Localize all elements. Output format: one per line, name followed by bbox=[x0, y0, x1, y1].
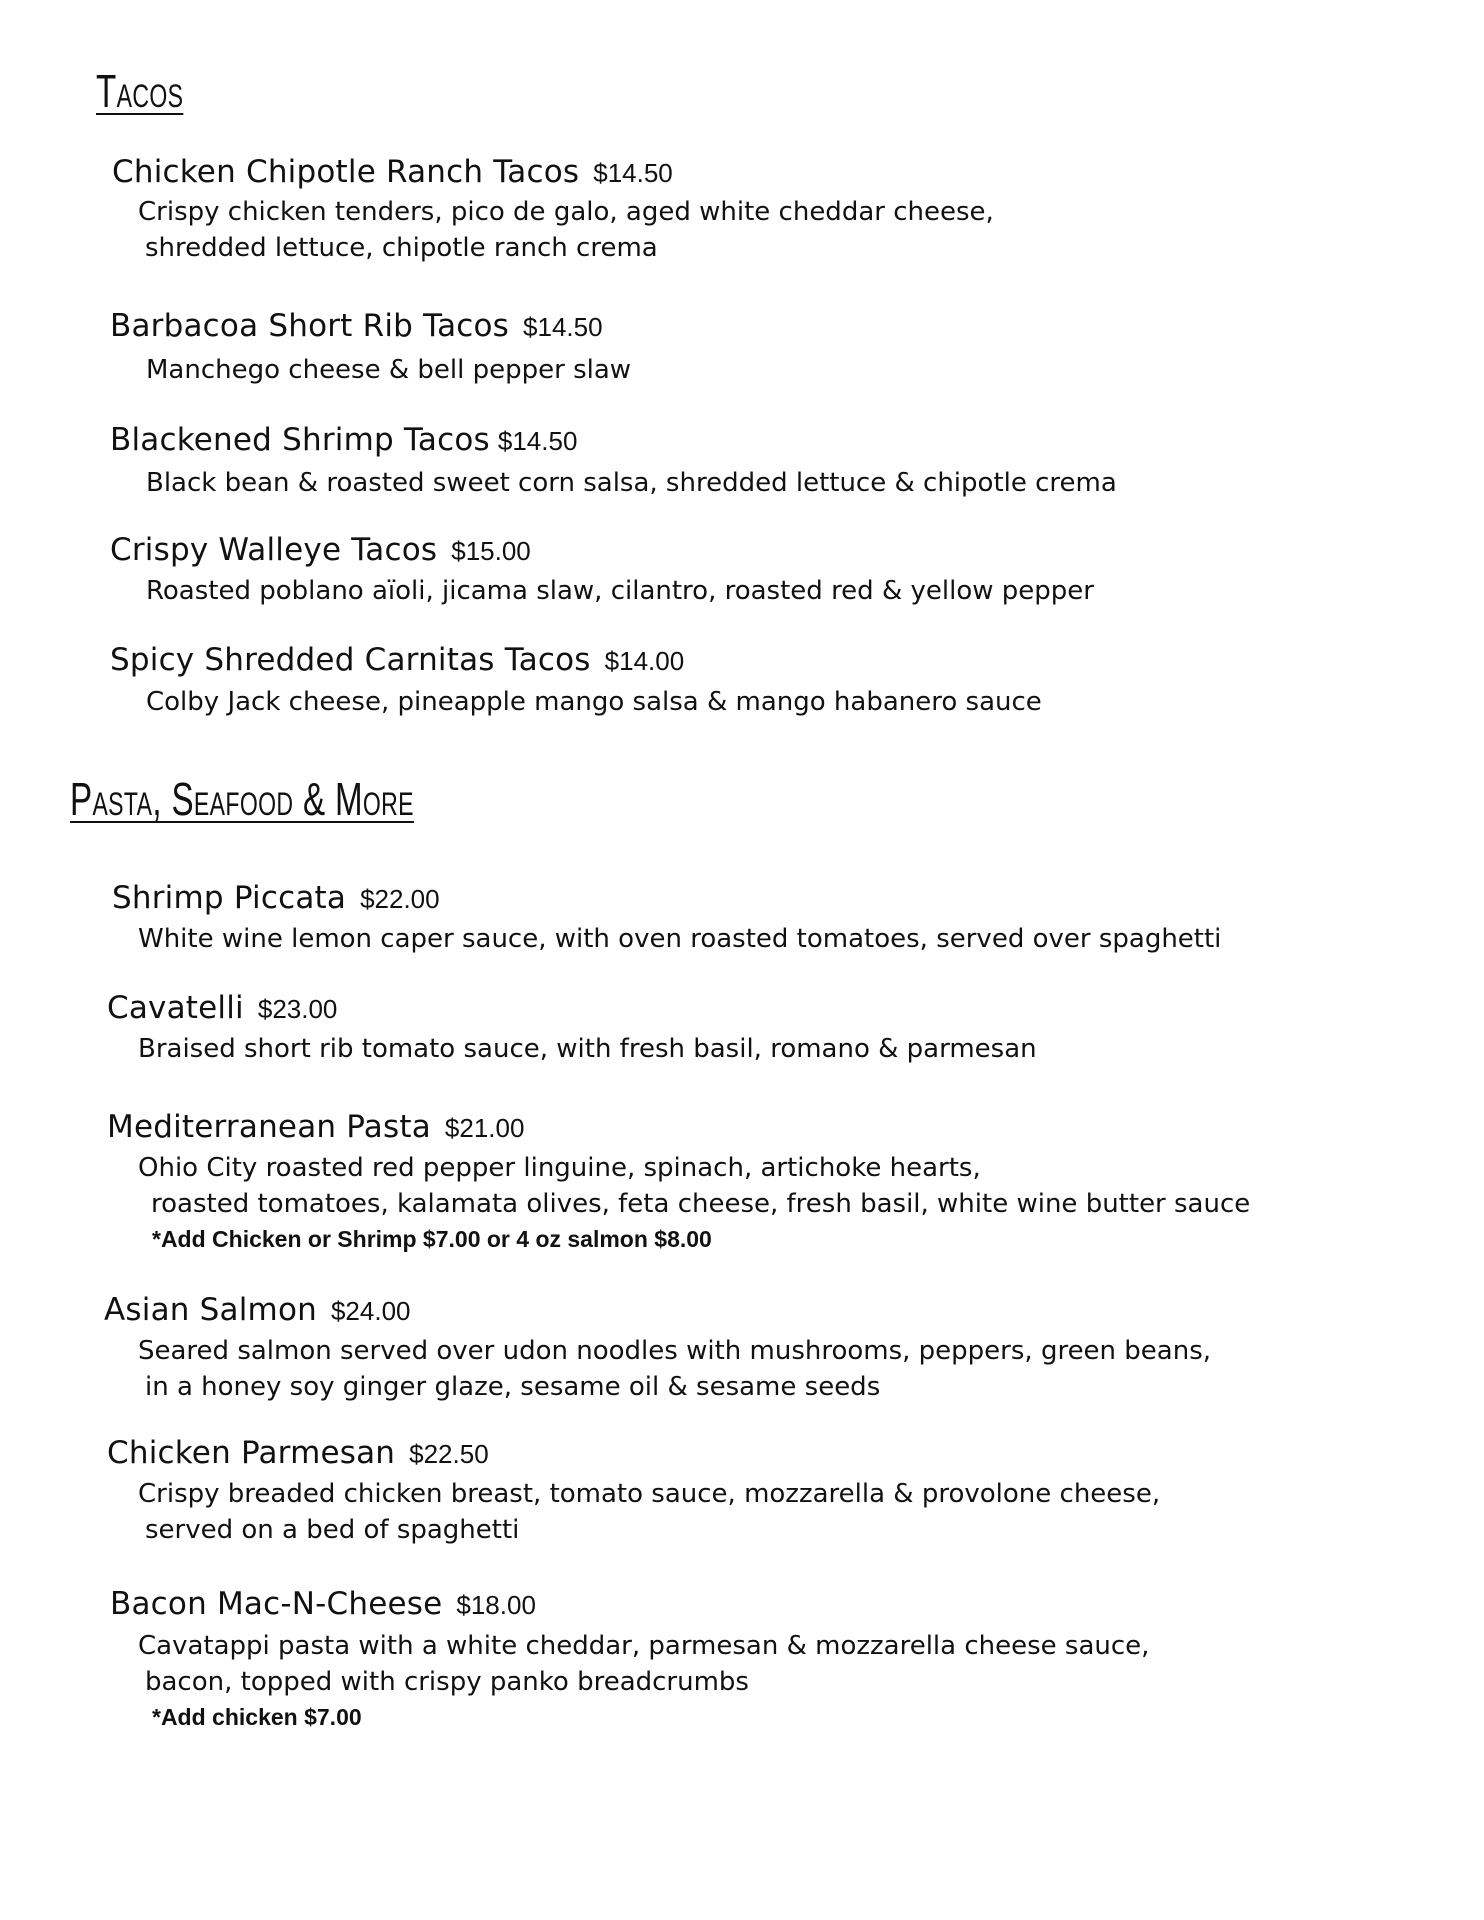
menu-item-description: Braised short rib tomato sauce, with fresh basil, romano & parmesan bbox=[138, 1034, 1037, 1064]
section-title-pasta-seafood: Pasta, Seafood & More bbox=[70, 773, 414, 825]
menu-item-price: $21.00 bbox=[444, 1113, 525, 1143]
menu-item-name-row bbox=[107, 1435, 489, 1471]
menu-item-description: Ohio City roasted red pepper linguine, spinach, artichoke hearts, bbox=[138, 1153, 981, 1183]
menu-item-price: $23.00 bbox=[257, 994, 338, 1024]
menu-item-name-row bbox=[112, 880, 440, 916]
menu-item-name: Asian Salmon bbox=[104, 1292, 317, 1328]
menu-item-name-row bbox=[107, 1109, 524, 1145]
menu-item-name: Barbacoa Short Rib Tacos bbox=[110, 308, 510, 344]
menu-item-description: Seared salmon served over udon noodles with mushrooms, peppers, green beans, bbox=[138, 1336, 1212, 1366]
menu-item-price: $14.00 bbox=[604, 646, 685, 676]
menu-item-description: shredded lettuce, chipotle ranch crema bbox=[145, 233, 658, 263]
menu-item-addon-note: *Add Chicken or Shrimp $7.00 or 4 oz salmon $8.00 bbox=[152, 1226, 712, 1252]
menu-item-description: bacon, topped with crispy panko breadcrumbs bbox=[145, 1667, 749, 1697]
menu-item-name: Crispy Walleye Tacos bbox=[110, 532, 438, 568]
menu-item-price: $14.50 bbox=[497, 426, 578, 456]
menu-item-name-row bbox=[107, 990, 337, 1026]
menu-item-price: $22.00 bbox=[360, 884, 440, 914]
menu-item-price: $24.00 bbox=[330, 1296, 411, 1326]
menu-item-description: served on a bed of spaghetti bbox=[145, 1515, 520, 1545]
menu-item-name: Blackened Shrimp Tacos bbox=[110, 422, 490, 458]
menu-item-name-row bbox=[110, 308, 603, 344]
menu-item-price: $22.50 bbox=[409, 1439, 489, 1469]
menu-item-price: $14.50 bbox=[593, 158, 673, 188]
menu-item-description: Colby Jack cheese, pineapple mango salsa & mango habanero sauce bbox=[146, 687, 1042, 717]
menu-item-name-row bbox=[110, 422, 577, 458]
menu-item-name: Bacon Mac-N-Cheese bbox=[110, 1586, 443, 1622]
menu-item-description: Black bean & roasted sweet corn salsa, shredded lettuce & chipotle crema bbox=[146, 468, 1117, 498]
menu-item-name-row bbox=[110, 642, 684, 678]
menu-item-name-row bbox=[112, 154, 673, 190]
menu-item-description: Manchego cheese & bell pepper slaw bbox=[146, 355, 632, 385]
menu-item-name: Chicken Chipotle Ranch Tacos bbox=[112, 154, 580, 190]
menu-item-description: Cavatappi pasta with a white cheddar, parmesan & mozzarella cheese sauce, bbox=[138, 1631, 1150, 1661]
menu-item-description: Crispy chicken tenders, pico de galo, aged white cheddar cheese, bbox=[138, 197, 994, 227]
menu-item-description: Crispy breaded chicken breast, tomato sauce, mozzarella & provolone cheese, bbox=[138, 1479, 1161, 1509]
menu-item-name-row bbox=[104, 1292, 411, 1328]
menu-item-name: Mediterranean Pasta bbox=[107, 1109, 431, 1145]
menu-item-addon-note: *Add chicken $7.00 bbox=[152, 1704, 362, 1730]
menu-item-name: Shrimp Piccata bbox=[112, 880, 347, 916]
menu-item-description: roasted tomatoes, kalamata olives, feta cheese, fresh basil, white wine butter sauce bbox=[151, 1189, 1251, 1219]
menu-item-name: Cavatelli bbox=[107, 990, 244, 1026]
menu-item-name-row bbox=[110, 532, 531, 568]
menu-item-name: Chicken Parmesan bbox=[107, 1435, 396, 1471]
menu-item-name-row bbox=[110, 1586, 536, 1622]
menu-item-description: Roasted poblano aïoli, jicama slaw, cilantro, roasted red & yellow pepper bbox=[146, 576, 1094, 606]
section-title-tacos: Tacos bbox=[96, 65, 184, 117]
menu-item-price: $18.00 bbox=[456, 1590, 536, 1620]
menu-item-description: in a honey soy ginger glaze, sesame oil & sesame seeds bbox=[145, 1372, 881, 1402]
menu-item-price: $14.50 bbox=[523, 312, 603, 342]
menu-item-description: White wine lemon caper sauce, with oven roasted tomatoes, served over spaghetti bbox=[138, 924, 1222, 954]
menu-item-price: $15.00 bbox=[451, 536, 531, 566]
menu-item-name: Spicy Shredded Carnitas Tacos bbox=[110, 642, 591, 678]
